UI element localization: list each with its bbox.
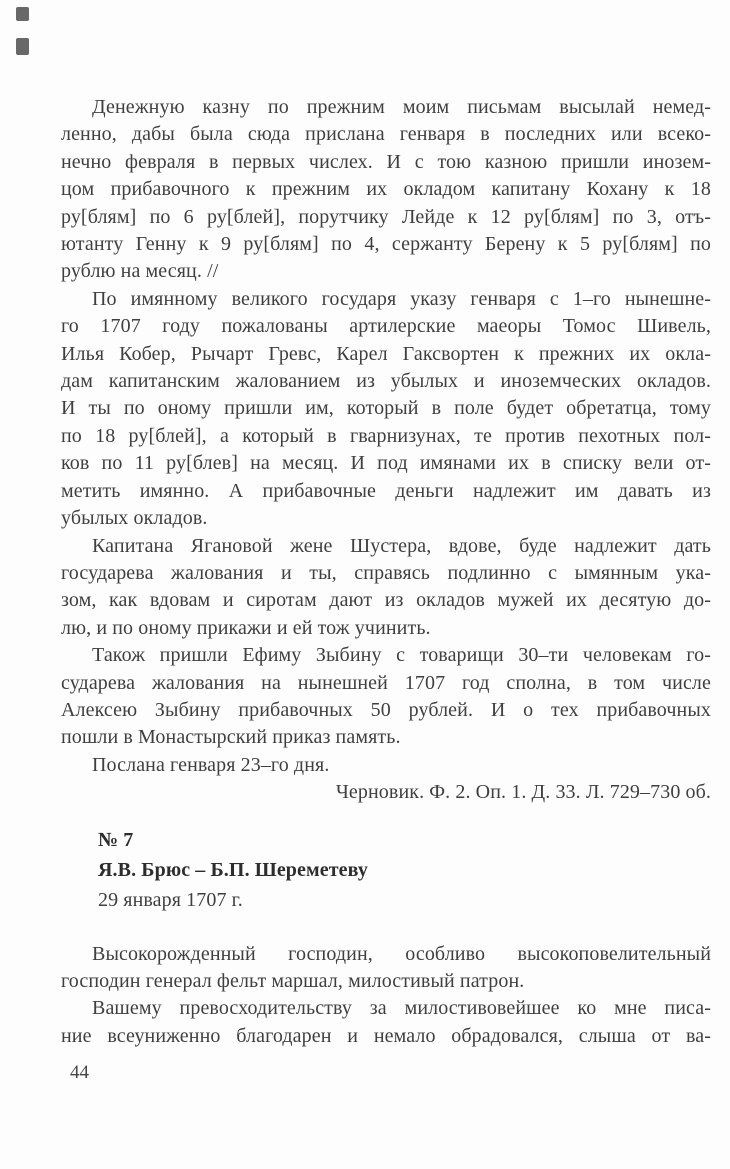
- text-line: по 18 ру[блей], а который в гварнизунах, те против пехотных пол-: [61, 424, 711, 447]
- text-line: Алексею Зыбину прибавочных 50 рублей. И о тех прибавочных: [61, 698, 711, 721]
- letter-number: № 7: [98, 828, 134, 851]
- text-line: Высокорожденный господин, особливо высокоповелительный: [92, 942, 711, 965]
- text-block: [61, 94, 711, 1050]
- scan-artifact: [16, 38, 29, 55]
- text-line: Капитана Ягановой жене Шустера, вдове, буде надлежит дать: [92, 534, 711, 557]
- text-line: господин генерал фельт маршал, милостивый патрон.: [61, 969, 525, 992]
- text-line: рублю на месяц. //: [61, 260, 219, 283]
- text-line: По имянному великого государя указу генваря с 1–го нынешне-: [92, 287, 711, 310]
- text-line: ленно, дабы была сюда прислана генваря в последних или всеко-: [61, 123, 711, 146]
- text-line: государева жалования и ты, справясь подлинно с ымянным ука-: [61, 561, 711, 584]
- paragraph: [61, 533, 711, 643]
- paragraph: [61, 94, 711, 286]
- text-line: Послана генваря 23–го дня.: [92, 753, 330, 776]
- letter-7-heading: [98, 825, 711, 915]
- text-line: ков по 11 ру[блев] на месяц. И под имянами их в списку вели от-: [61, 452, 711, 475]
- text-line: ние всеуниженно благодарен и немало обрадовался, слыша от ва-: [61, 1024, 711, 1047]
- paragraph: [61, 642, 711, 752]
- text-line: лю, и по оному прикажи и ей тож учинить.: [61, 616, 431, 639]
- letter-7-body: [61, 941, 711, 1051]
- paragraph: [61, 995, 711, 1050]
- text-line: нечно февраля в первых числех. И с тою казною пришли инозем-: [61, 150, 711, 173]
- text-line: ютанту Генну к 9 ру[блям] по 4, сержанту Берену к 5 ру[блям] по: [61, 233, 711, 256]
- text-line: сударева жалования на нынешней 1707 год сполна, в том числе: [61, 671, 711, 694]
- text-line: пошли в Монастырский приказ память.: [61, 726, 401, 749]
- text-line: Денежную казну по прежним моим письмам высылай немед-: [92, 96, 711, 118]
- text-line: Илья Кобер, Рычарт Гревс, Карел Гаксвортен к прежних их окла-: [61, 342, 711, 365]
- text-line: Також пришли Ефиму Зыбину с товарищи 30–ти человекам го-: [92, 644, 711, 667]
- archive-reference: Черновик. Ф. 2. Оп. 1. Д. 33. Л. 729–730 об.: [335, 781, 711, 804]
- paragraph: [61, 286, 711, 533]
- text-line: убылых окладов.: [61, 507, 208, 530]
- text-line: го 1707 году пожалованы артилерские маеоры Томос Шивель,: [61, 315, 711, 338]
- letter-date: 29 января 1707 г.: [98, 888, 243, 911]
- paragraph: [61, 752, 711, 779]
- text-line: Вашему превосходительству за милостивовейшее ко мне писа-: [92, 997, 711, 1020]
- letter-6-body: [61, 94, 711, 779]
- letter-title: Я.В. Брюс – Б.П. Шереметеву: [98, 858, 368, 881]
- text-line: зом, как вдовам и сиротам дают из окладов мужей их десятую до-: [61, 589, 711, 612]
- paragraph: [61, 941, 711, 996]
- text-line: дам капитанским жалованием из убылых и иноземческих окладов.: [61, 370, 711, 393]
- text-line: И ты по оному пришли им, который в поле будет обретатца, тому: [61, 397, 711, 420]
- text-line: метить имянно. А прибавочные деньги надлежит им давать из: [61, 479, 711, 502]
- scan-artifact: [16, 7, 29, 21]
- text-line: цом прибавочного к прежним их окладом капитану Кохану к 18: [61, 178, 711, 201]
- text-line: ру[блям] по 6 ру[блей], порутчику Лейде к 12 ру[блям] по 3, отъ-: [61, 205, 711, 228]
- page-number: 44: [70, 1062, 89, 1083]
